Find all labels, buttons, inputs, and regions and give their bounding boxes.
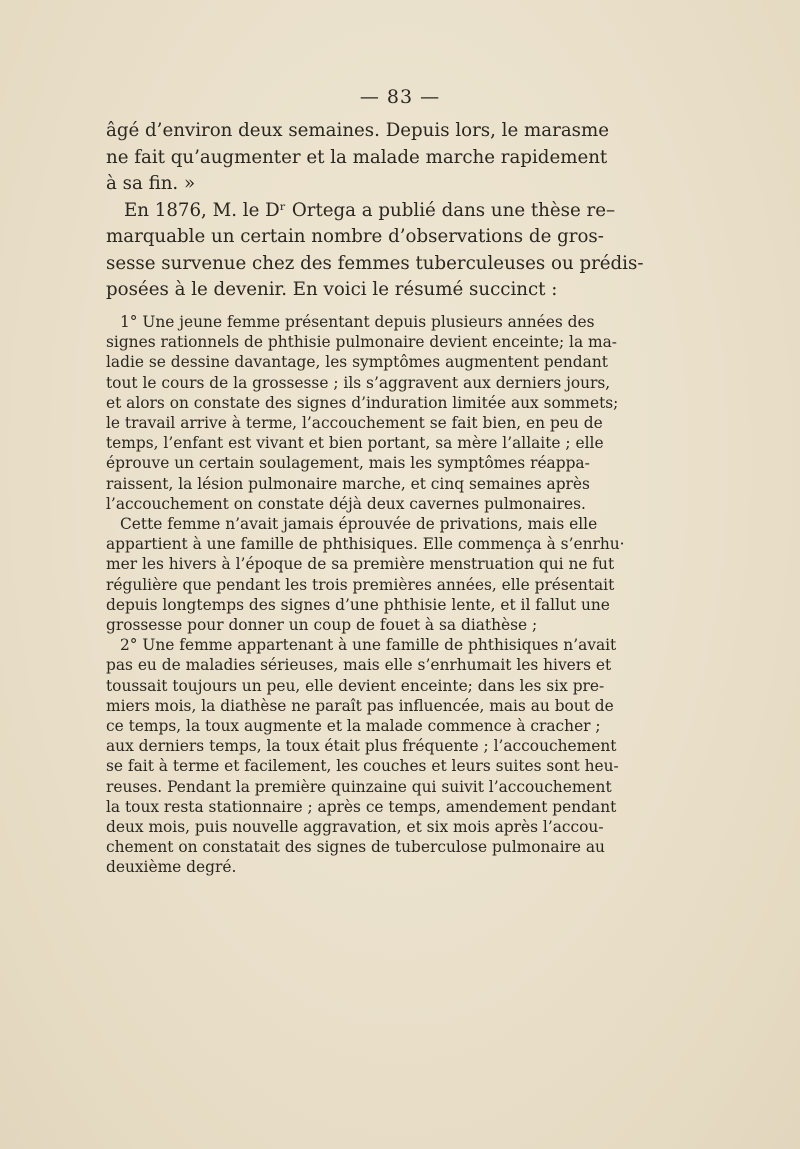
text-line: ladie se dessine davantage, les symptômes augmentent pendant xyxy=(106,353,608,372)
text-line: le travail arrive à terme, l’accouchement se fait bien, en peu de xyxy=(106,414,603,433)
text-line: miers mois, la diathèse ne paraît pas influencée, mais au bout de xyxy=(106,696,614,715)
case-2-paragraph xyxy=(106,635,619,877)
text-line: signes rationnels de phthisie pulmonaire devient enceinte; la ma- xyxy=(106,333,617,352)
text-line: marquable un certain nombre d’observations de gros- xyxy=(106,226,604,247)
text-line: reuses. Pendant la première quinzaine qui suivit l’accouchement xyxy=(106,777,612,796)
text-line: l’accouchement on constate déjà deux cavernes pulmonaires. xyxy=(106,494,586,513)
text-line: Cette femme n’avait jamais éprouvée de privations, mais elle xyxy=(120,515,598,534)
text-line: appartient à une famille de phthisiques. Elle commença à s’enrhu· xyxy=(106,535,625,554)
text-line: toussait toujours un peu, elle devient enceinte; dans les six pre- xyxy=(106,676,605,695)
text-line: ne fait qu’augmenter et la malade marche rapidement xyxy=(106,146,608,168)
text-line: deux mois, puis nouvelle aggravation, et six mois après l’accou- xyxy=(106,818,604,837)
text-line: tout le cours de la grossesse ; ils s’aggravent aux derniers jours, xyxy=(106,373,611,392)
text-line: mer les hivers à l’époque de sa première menstruation qui ne fut xyxy=(106,555,615,574)
text-line: pas eu de maladies sérieuses, mais elle s’enrhumait les hivers et xyxy=(106,656,612,675)
text-line: à sa fin. » xyxy=(106,173,196,194)
text-line: âgé d’environ deux semaines. Depuis lors, le marasme xyxy=(106,120,610,141)
text-line: régulière que pendant les trois premières années, elle présentait xyxy=(106,575,615,594)
text-line: deuxième degré. xyxy=(106,858,237,877)
case-1-continuation xyxy=(106,514,625,635)
text-line: la toux resta stationnaire ; après ce temps, amendement pendant xyxy=(106,797,617,816)
text-line: raissent, la lésion pulmonaire marche, et cinq semaines après xyxy=(106,474,590,493)
text-line: éprouve un certain soulagement, mais les symptômes réappa- xyxy=(106,454,590,473)
page-number: — 83 — xyxy=(359,86,441,108)
observations xyxy=(106,312,625,878)
text-line: 1° Une jeune femme présentant depuis plusieurs années des xyxy=(120,313,595,331)
text-line: sesse survenue chez des femmes tuberculeuses ou prédis- xyxy=(106,252,644,274)
text-line: aux derniers temps, la toux était plus fréquente ; l’accouchement xyxy=(106,737,617,756)
case-1-paragraph xyxy=(106,312,619,514)
text-line: En 1876, M. le Dʳ Ortega a publié dans une thèse re– xyxy=(124,199,616,221)
text-line: chement on constatait des signes de tuberculose pulmonaire au xyxy=(106,838,605,857)
text-line: ce temps, la toux augmente et la malade commence à cracher ; xyxy=(106,717,601,736)
text-line: et alors on constate des signes d’induration limitée aux sommets; xyxy=(106,393,619,412)
text-line: temps, l’enfant est vivant et bien portant, sa mère l’allaite ; elle xyxy=(106,434,604,453)
text-line: se fait à terme et facilement, les couches et leurs suites sont heu- xyxy=(106,757,619,776)
text-line: grossesse pour donner un coup de fouet à sa diathèse ; xyxy=(106,616,538,635)
intro-paragraph xyxy=(106,118,644,304)
text-line: posées à le devenir. En voici le résumé succinct : xyxy=(106,279,558,300)
text-line: 2° Une femme appartenant à une famille de phthisiques n’avait xyxy=(120,636,617,655)
text-line: depuis longtemps des signes d’une phthisie lente, et il fallut une xyxy=(106,595,610,614)
